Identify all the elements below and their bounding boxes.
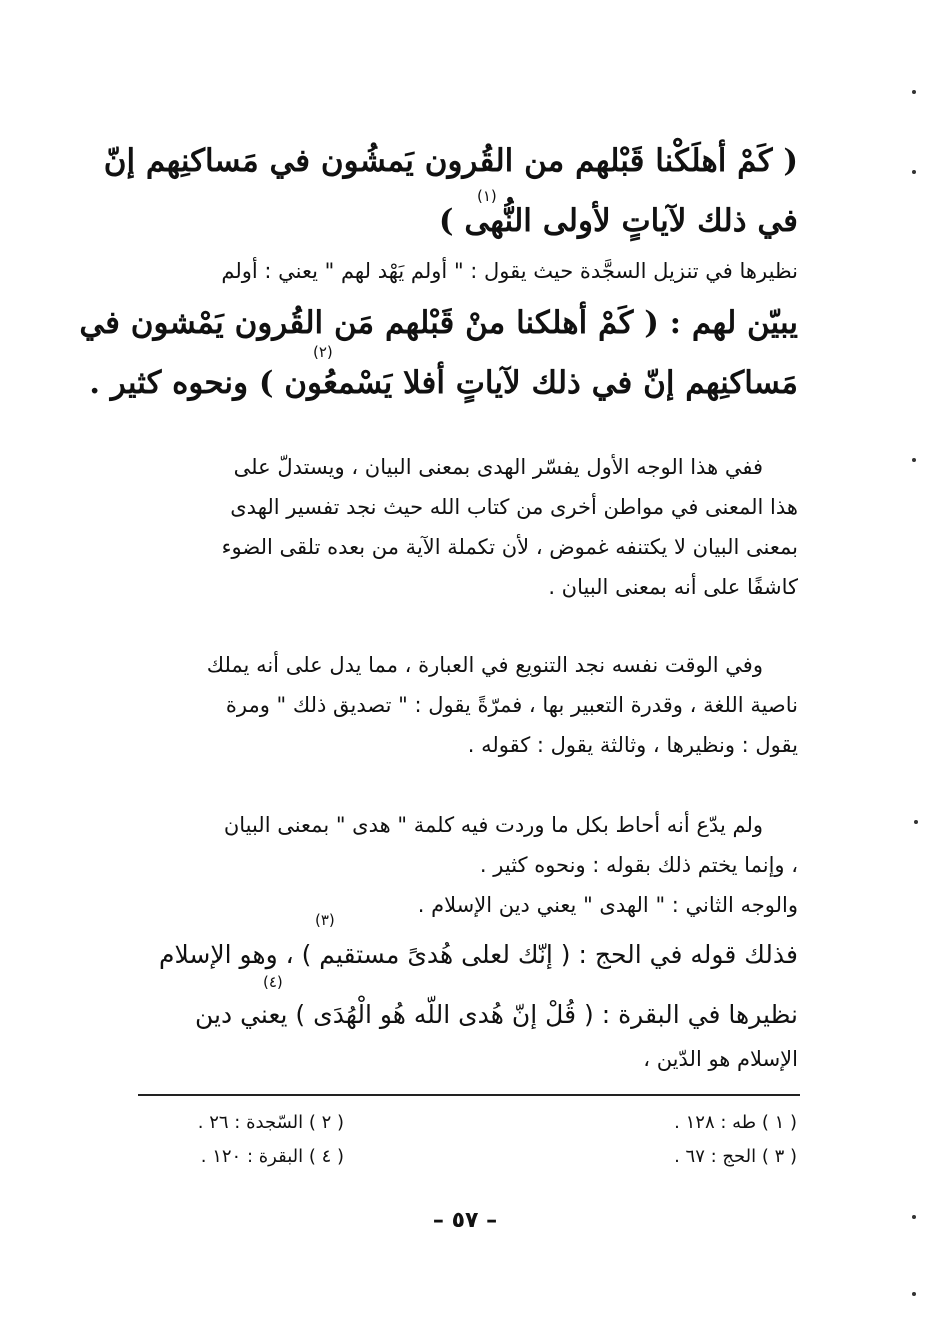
paragraph-1-line-2: هذا المعنى في مواطن أخرى من كتاب الله حيث نجد تفسير الهدى (230, 495, 798, 519)
footnote-2: ( ٢ ) السّجدة : ٢٦ . (197, 1112, 344, 1133)
footnote-marker-3: (٣) (315, 911, 335, 929)
footnote-marker-4: (٤) (263, 973, 283, 991)
paragraph-3-line-3: والوجه الثاني : " الهدى " يعني دين الإسلام . (417, 893, 798, 917)
paragraph-1-line-3: بمعنى البيان لا يكتنفه غموض ، لأن تكملة الآية من بعده تلقى الضوء (221, 535, 798, 559)
scan-speck (912, 1215, 916, 1219)
footnote-3: ( ٣ ) الحج : ٦٧ . (674, 1146, 797, 1167)
paragraph-1-line-4: كاشفًا على أنه بمعنى البيان . (548, 575, 798, 599)
verse-line-1: ( كَمْ أهلَكْنا قَبْلهم من القُرون يَمشُون في مَساكنِهم إنّ (103, 143, 798, 179)
scan-speck (914, 820, 918, 824)
footnote-marker-1: (١) (477, 187, 497, 205)
paragraph-2-line-2: ناصية اللغة ، وقدرة التعبير بها ، فمرّةً يقول : " تصديق ذلك " ومرة (225, 693, 798, 717)
footnote-1: ( ١ ) طه : ١٢٨ . (674, 1112, 797, 1133)
scan-speck (912, 1292, 916, 1296)
paragraph-3-line-4: فذلك قوله في الحج : ( إنّك لعلى هُدىً مستقيم ) ، وهو الإسلام (158, 940, 798, 969)
paragraph-3-line-6: الإسلام هو الدّين ، (643, 1047, 798, 1071)
scan-speck (912, 90, 916, 94)
scan-speck (912, 170, 916, 174)
footnote-divider (138, 1094, 800, 1096)
paragraph-2-line-3: يقول : ونظيرها ، وثالثة يقول : كقوله . (467, 733, 798, 757)
footnote-4: ( ٤ ) البقرة : ١٢٠ . (200, 1146, 344, 1167)
verse-line-2: في ذلك لآياتٍ لأولى النُّهى ) (438, 203, 798, 239)
paragraph-3-line-2: ، وإنما يختم ذلك بقوله : ونحوه كثير . (479, 853, 798, 877)
footnote-marker-2: (٢) (313, 343, 333, 361)
text-line-3: نظيرها في تنزيل السجَّدة حيث يقول : " أولم يَهْد لهم " يعني : أولم (221, 259, 798, 283)
paragraph-2-line-1: وفي الوقت نفسه نجد التنويع في العبارة ، مما يدل على أنه يملك (206, 653, 763, 677)
scan-speck (912, 458, 916, 462)
page-number: – ٥٧ – (432, 1208, 498, 1233)
verse-line-5: مَساكنِهم إنّ في ذلك لآياتٍ أفلا يَسْمعُون ) ونحوه كثير . (89, 365, 798, 401)
paragraph-3-line-1: ولم يدّع أنه أحاط بكل ما وردت فيه كلمة " هدى " بمعنى البيان (223, 813, 763, 837)
paragraph-3-line-5: نظيرها في البقرة : ( قُلْ إنّ هُدى اللّه هُو الْهُدَى ) يعني دين (195, 1000, 798, 1029)
paragraph-1-line-1: ففي هذا الوجه الأول يفسّر الهدى بمعنى البيان ، ويستدلّ على (233, 455, 763, 479)
verse-line-4: يبيّن لهم : ( كَمْ أهلكنا منْ قَبْلهم مَن القُرون يَمْشون في (79, 305, 798, 341)
